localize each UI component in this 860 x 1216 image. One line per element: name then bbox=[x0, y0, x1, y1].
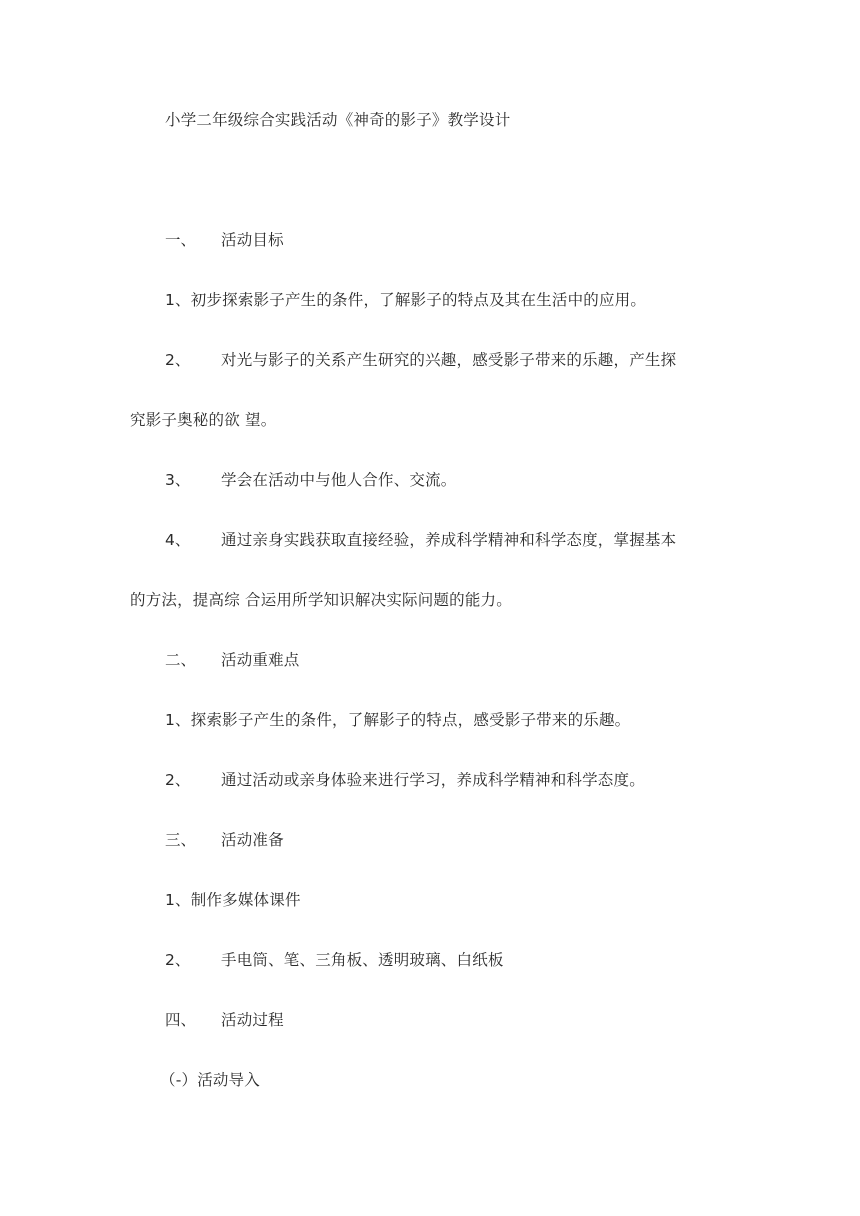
section-1-item-4-number: 4、 bbox=[165, 531, 191, 549]
section-1-number: 一、 bbox=[165, 231, 197, 249]
section-2-item-1: 1、探索影子产生的条件，了解影子的特点，感受影子带来的乐趣。 bbox=[165, 711, 631, 729]
section-3-item-2-text: 手电筒、笔、三角板、透明玻璃、白纸板 bbox=[221, 951, 504, 969]
section-2-number: 二、 bbox=[165, 651, 197, 669]
section-1-heading: 活动目标 bbox=[221, 231, 284, 249]
section-2-heading: 活动重难点 bbox=[221, 651, 300, 669]
section-1-item-3-number: 3、 bbox=[165, 471, 191, 489]
section-1-item-2-text: 对光与影子的关系产生研究的兴趣，感受影子带来的乐趣，产生探 bbox=[221, 351, 677, 369]
section-1-item-4-continuation: 的方法，提高综 合运用所学知识解决实际问题的能力。 bbox=[130, 591, 512, 609]
section-3-item-2-number: 2、 bbox=[165, 951, 191, 969]
section-2-item-2-text: 通过活动或亲身体验来进行学习，养成科学精神和科学态度。 bbox=[221, 771, 645, 789]
section-1-item-1: 1、初步探索影子产生的条件，了解影子的特点及其在生活中的应用。 bbox=[165, 291, 647, 309]
section-1-item-2-continuation: 究影子奥秘的欲 望。 bbox=[130, 411, 277, 429]
section-1-item-3-text: 学会在活动中与他人合作、交流。 bbox=[221, 471, 457, 489]
document-title: 小学二年级综合实践活动《神奇的影子》教学设计 bbox=[165, 111, 511, 129]
section-4-subheading: （-）活动导入 bbox=[160, 1071, 260, 1089]
section-3-heading: 活动准备 bbox=[221, 831, 284, 849]
section-3-number: 三、 bbox=[165, 831, 197, 849]
section-4-number: 四、 bbox=[165, 1011, 197, 1029]
section-4-heading: 活动过程 bbox=[221, 1011, 284, 1029]
section-1-item-4-text: 通过亲身实践获取直接经验，养成科学精神和科学态度，掌握基本 bbox=[221, 531, 677, 549]
section-3-item-1: 1、制作多媒体课件 bbox=[165, 891, 301, 909]
section-1-item-2-number: 2、 bbox=[165, 351, 191, 369]
section-2-item-2-number: 2、 bbox=[165, 771, 191, 789]
